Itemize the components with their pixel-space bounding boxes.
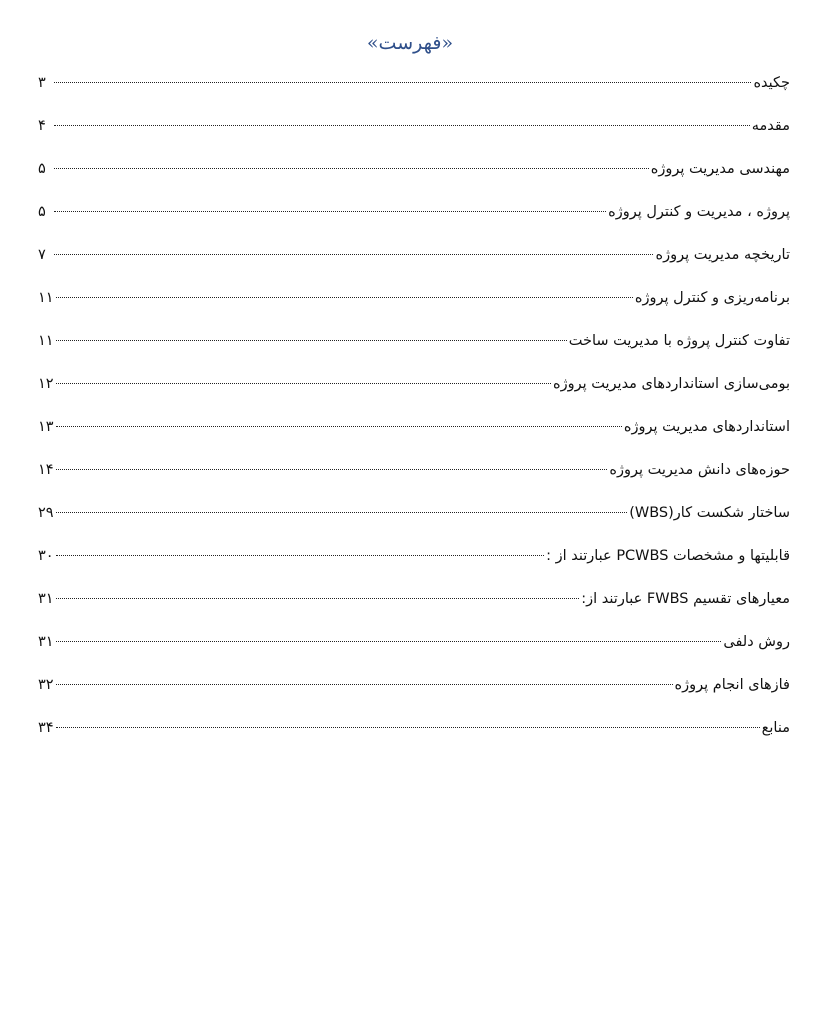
toc-entry[interactable]	[38, 68, 790, 111]
toc-entry[interactable]	[38, 498, 790, 541]
toc-dot-leader	[56, 383, 551, 384]
toc-entry-page: ۳	[38, 75, 46, 91]
toc-entry-label: معیارهای تقسیم FWBS عبارتند از:	[581, 591, 790, 607]
toc-entry-page: ۴	[38, 118, 46, 134]
toc-entry[interactable]	[38, 670, 790, 713]
toc-entry-page: ۱۱	[38, 333, 54, 349]
toc-dot-leader	[54, 82, 751, 83]
toc-entry-page: ۵	[38, 161, 46, 177]
toc-entry-label: تفاوت کنترل پروژه با مدیریت ساخت	[568, 333, 790, 349]
toc-entry-label: منابع	[761, 720, 790, 736]
toc-entry[interactable]	[38, 455, 790, 498]
toc-entry-page: ۱۲	[38, 376, 54, 392]
toc-entry-label: استانداردهای مدیریت پروژه	[623, 419, 790, 435]
toc-entry[interactable]	[38, 154, 790, 197]
toc-entry-label: بومی‌سازی استانداردهای مدیریت پروژه	[553, 376, 790, 392]
toc-dot-leader	[56, 297, 633, 298]
toc-entry-label: روش دلفی	[723, 634, 790, 650]
toc-dot-leader	[56, 684, 673, 685]
toc-title: «فهرست»	[366, 32, 454, 54]
toc-dot-leader	[56, 340, 567, 341]
toc-entry[interactable]	[38, 326, 790, 369]
toc-entry-label: مهندسی مدیریت پروژه	[650, 161, 790, 177]
toc-dot-leader	[56, 727, 760, 728]
toc-entry[interactable]	[38, 197, 790, 240]
toc-dot-leader	[56, 469, 608, 470]
toc-dot-leader	[56, 641, 722, 642]
toc-entry-label: برنامه‌ریزی و کنترل پروژه	[634, 290, 790, 306]
toc-entry[interactable]	[38, 240, 790, 283]
toc-entry-page: ۳۰	[38, 548, 54, 564]
toc-dot-leader	[56, 426, 622, 427]
toc-entry-label: قابلیتها و مشخصات PCWBS عبارتند از :	[546, 548, 790, 564]
toc-entry-page: ۱۱	[38, 290, 54, 306]
toc-entry[interactable]	[38, 584, 790, 627]
toc-entry-page: ۷	[38, 247, 46, 263]
toc-entry-page: ۳۱	[38, 634, 54, 650]
toc-dot-leader	[56, 555, 545, 556]
toc-entry[interactable]	[38, 412, 790, 455]
toc-entry[interactable]	[38, 713, 790, 756]
toc-entry-page: ۱۴	[38, 462, 54, 478]
toc-entry[interactable]	[38, 283, 790, 326]
toc-entry-page: ۱۳	[38, 419, 54, 435]
toc-entry-page: ۳۲	[38, 677, 54, 693]
toc-list	[38, 68, 790, 756]
toc-entry-label: تاریخچه مدیریت پروژه	[655, 247, 790, 263]
toc-entry[interactable]	[38, 627, 790, 670]
toc-entry-label: پروژه ، مدیریت و کنترل پروژه	[608, 204, 790, 220]
toc-entry-label: چکیده	[753, 75, 790, 91]
toc-entry[interactable]	[38, 111, 790, 154]
toc-dot-leader	[54, 254, 653, 255]
toc-entry-label: مقدمه	[751, 118, 790, 134]
toc-dot-leader	[54, 168, 649, 169]
toc-entry-label: حوزه‌های دانش مدیریت پروژه	[609, 462, 790, 478]
toc-entry-page: ۳۱	[38, 591, 54, 607]
toc-entry-label: ساختار شکست کار(WBS)	[629, 505, 790, 521]
toc-entry[interactable]	[38, 369, 790, 412]
toc-dot-leader	[56, 512, 628, 513]
toc-entry-page: ۳۴	[38, 720, 54, 736]
toc-entry[interactable]	[38, 541, 790, 584]
toc-entry-page: ۵	[38, 204, 46, 220]
toc-dot-leader	[56, 598, 580, 599]
toc-dot-leader	[54, 211, 606, 212]
toc-entry-label: فازهای انجام پروژه	[674, 677, 790, 693]
toc-dot-leader	[54, 125, 750, 126]
toc-entry-page: ۲۹	[38, 505, 54, 521]
